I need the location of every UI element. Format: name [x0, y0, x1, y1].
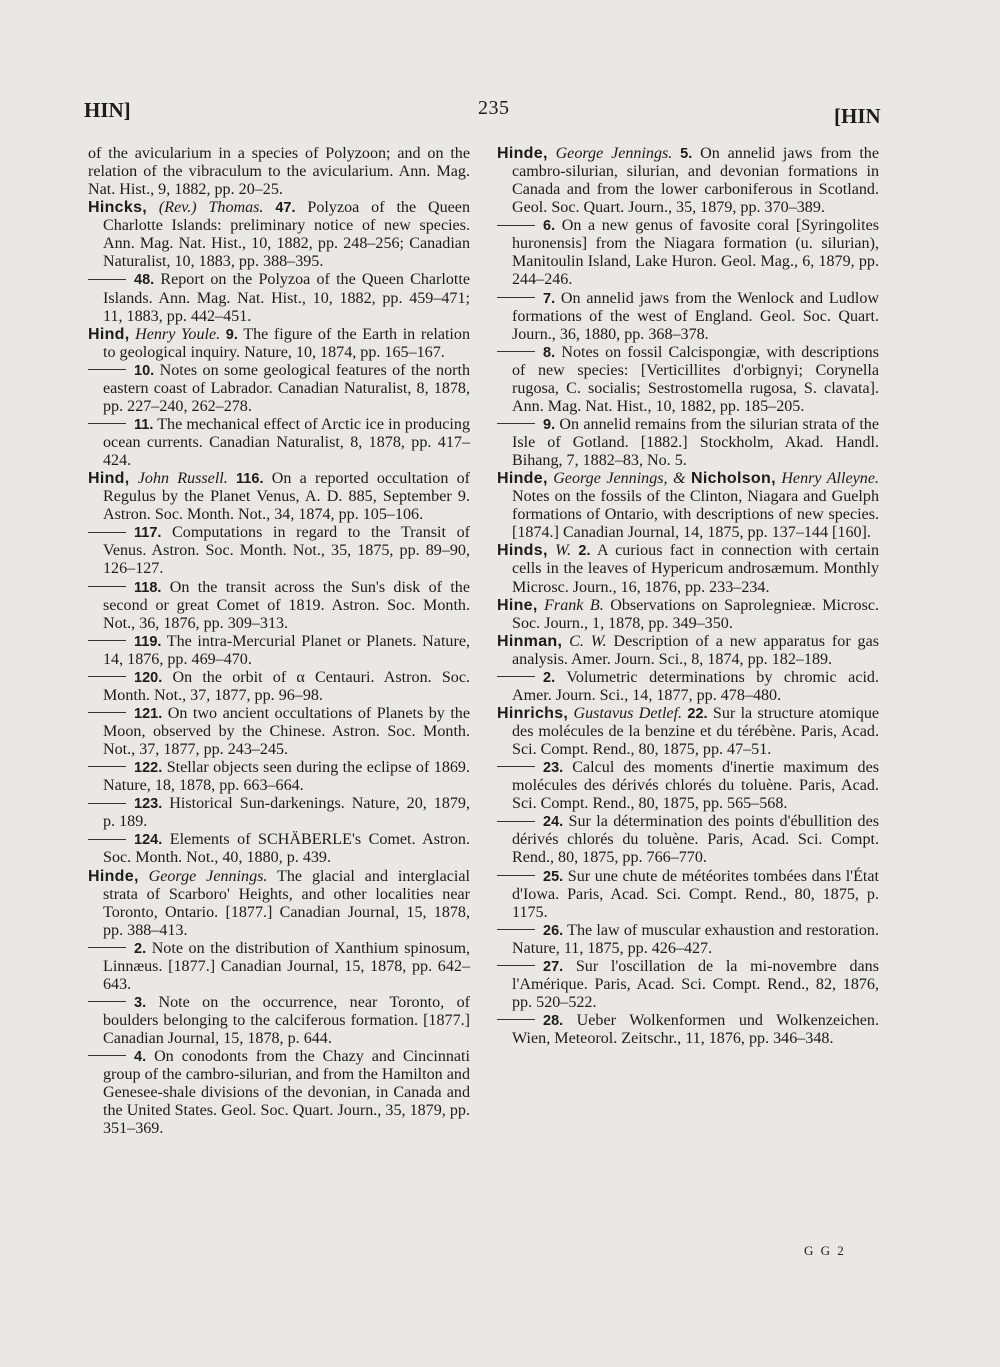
entry-number: 6.: [543, 218, 556, 235]
entry-text: Computations in regard to the Transit of Venus. Astron. Soc. Month. Not., 35, 1875, pp. 89–90, 126–127.: [103, 524, 470, 578]
entry-text: On annelid jaws from the Wenlock and Ludlow formations of the west of England. Geol. Soc. Quart. Journ., 36, 1880, pp. 368–378.: [512, 289, 879, 343]
entry-number: 2.: [134, 940, 147, 957]
bibliography-entry: [497, 542, 879, 596]
entry-number: 11.: [134, 416, 154, 433]
ditto-dash: [497, 965, 535, 966]
right-column: [497, 145, 879, 1048]
entry-text: Historical Sun-darkenings. Nature, 20, 1879, p. 189.: [103, 795, 470, 831]
bibliography-entry: [88, 1048, 470, 1138]
signature-mark: G G 2: [804, 1243, 846, 1258]
ditto-dash: [88, 279, 126, 280]
author-forename: George Jennings.: [555, 145, 673, 162]
bibliography-entry: [88, 795, 470, 831]
ditto-dash: [88, 1055, 126, 1056]
bibliography-entry: [497, 1012, 879, 1048]
bibliography-entry: [88, 705, 470, 759]
entry-text: Observations on Saprolegnieæ. Microsc. Soc. Journ., 1, 1878, pp. 349–350.: [512, 596, 879, 632]
bibliography-entry: [88, 994, 470, 1048]
entry-text: Report on the Polyzoa of the Queen Charlotte Islands. Ann. Mag. Nat. Hist., 10, 1882, pp. 459–471; 11, 1883, pp. 442–451.: [103, 271, 470, 325]
entry-text: On two ancient occultations of Planets by the Moon, observed by the Chinese. Astron. Soc. Month. Not., 37, 1877, pp. 243–245.: [103, 704, 470, 759]
author-surname: Hinrichs,: [497, 704, 569, 722]
entry-text: Notes on the fossils of the Clinton, Niagara and Guelph formations of Ontario, with descriptions of new species. [1874.] Canadian Journal, 14, 1875, pp. 137–144 [160].: [512, 488, 879, 542]
entry-number: 120.: [134, 669, 163, 686]
entry-number: 118.: [134, 579, 162, 596]
entry-text: On a new genus of favosite coral [Syringolites huronensis] from the Niagara formation (u. silurian), Manitoulin Island, Lake Huron. Geol. Mag., 6, 1879, pp. 244–246.: [512, 217, 879, 289]
ditto-dash: [497, 766, 535, 767]
ditto-dash: [88, 947, 126, 948]
bibliography-entry: [497, 759, 879, 813]
author-surname: Hinman,: [497, 632, 563, 650]
entry-text: On annelid remains from the silurian strata of the Isle of Gotland. [1882.] Stockholm, Akad. Handl. Bihang, 7, 1882–83, No. 5.: [512, 415, 879, 470]
ditto-dash: [497, 821, 535, 822]
entry-number: 23.: [543, 760, 564, 777]
entry-text: The mechanical effect of Arctic ice in producing ocean currents. Canadian Naturalist, 8, 1878, pp. 417–424.: [103, 415, 470, 470]
entry-number: 47.: [275, 200, 296, 217]
entry-number: 124.: [134, 832, 163, 849]
bibliography-entry: [497, 217, 879, 289]
ditto-dash: [88, 839, 126, 840]
entry-text: Sur la détermination des points d'ébullition des dérivés chlorés du toluène. Paris, Acad. Sci. Compt. Rend., 80, 1875, pp. 766–770.: [512, 813, 879, 867]
entry-text: The glacial and interglacial strata of Scarboro' Heights, and other localities near Toronto, Ontario. [1877.] Canadian Journal, 15, 1878, pp. 388–413.: [103, 867, 470, 939]
entry-number: 121.: [134, 705, 163, 722]
bibliography-entry: [88, 362, 470, 416]
ditto-dash: [497, 929, 535, 930]
author-forename: (Rev.) Thomas.: [158, 199, 264, 217]
bibliography-entry: [88, 271, 470, 325]
ditto-dash: [88, 1001, 126, 1002]
entry-text: Sur la structure atomique des molécules de la benzine et du térébène. Paris, Acad. Sci. Compt. Rend., 80, 1875, pp. 47–51.: [512, 704, 880, 759]
ditto-dash: [497, 676, 535, 677]
entry-text: Note on the occurrence, near Toronto, of boulders belonging to the calciferous formation. [1877.] Canadian Journal, 15, 1878, p. 644.: [103, 993, 470, 1048]
bibliography-entry: [88, 759, 470, 795]
bibliography-entry: [497, 813, 879, 867]
entry-text: Ueber Wolkenformen und Wolkenzeichen. Wien, Meteorol. Zeitschr., 11, 1876, pp. 346–348.: [512, 1012, 879, 1048]
author-forename: W.: [555, 542, 572, 560]
entry-text: Polyzoa of the Queen Charlotte Islands: preliminary notice of new species. Ann. Mag. Nat. Hist., 10, 1882, pp. 248–256; Canadian Naturalist, 10, 1883, pp. 388–395.: [103, 199, 470, 271]
running-head-left: HIN]: [84, 98, 131, 122]
author-forename: Frank B.: [544, 596, 604, 614]
bibliography-entry: [88, 579, 470, 633]
entry-number: 7.: [543, 290, 556, 307]
ditto-dash: [497, 351, 535, 352]
author-surname: Hind,: [88, 470, 130, 488]
ditto-dash: [88, 423, 126, 424]
entry-number: 123.: [134, 796, 163, 813]
running-head-right: [HIN: [834, 104, 881, 128]
ditto-dash: [88, 766, 126, 767]
coauthor-surname: Nicholson,: [691, 470, 776, 488]
entry-number: 24.: [543, 814, 564, 831]
entry-text: On the transit across the Sun's disk of the second or great Comet of 1819. Astron. Soc. Month. Not., 36, 1876, pp. 309–313.: [103, 578, 470, 632]
entry-number: 27.: [543, 958, 564, 975]
entry-text: Stellar objects seen during the eclipse of 1869. Nature, 18, 1878, pp. 663–664.: [103, 759, 470, 795]
entry-number: 28.: [543, 1013, 564, 1029]
entry-text: On conodonts from the Chazy and Cincinnati group of the cambro-silurian, and from the Hamilton and Genesee-shale divisions of the devonian, in Canada and the United States. Geol. Soc. Quart. Journ., 35, 1879, pp. 351–369.: [103, 1048, 470, 1138]
entry-number: 4.: [134, 1049, 147, 1066]
entry-text: A curious fact in connection with certain cells in the leaves of Hypericum androsæmum. Monthly Microsc. Journ., 16, 1876, pp. 233–234.: [512, 542, 879, 596]
ditto-dash: [497, 875, 535, 876]
ditto-dash: [497, 1019, 535, 1020]
entry-text: Sur une chute de météorites tombées dans l'État d'Iowa. Paris, Acad. Sci. Compt. Rend., 80, 1875, p. 1175.: [512, 867, 879, 921]
entry-text: On a reported occultation of Regulus by the Planet Venus, A. D. 885, September 9. Astron. Soc. Month. Not., 34, 1874, pp. 105–106.: [103, 470, 471, 524]
left-column: [88, 145, 470, 1138]
entry-text: The law of muscular exhaustion and restoration. Nature, 11, 1875, pp. 426–427.: [512, 921, 880, 957]
bibliography-entry: [88, 868, 470, 940]
author-forename: John Russell.: [137, 470, 228, 488]
entry-continuation: of the avicularium in a species of Polyzoon; and on the relation of the vibraculum to the avicularium. Ann. Mag. Nat. Hist., 9, 1882, pp. 20–25.: [88, 145, 470, 199]
bibliography-entry: [88, 633, 470, 669]
bibliography-entry: [497, 633, 879, 669]
bibliography-entry: [497, 416, 879, 470]
ditto-dash: [88, 369, 126, 370]
author-forename: Henry Youle.: [135, 325, 221, 343]
bibliography-entry: [497, 922, 879, 958]
entry-number: 2.: [578, 543, 591, 560]
bibliography-entry: [497, 868, 879, 922]
bibliography-entry: [497, 145, 879, 217]
entry-number: 9.: [225, 326, 238, 343]
bibliography-entry: [88, 416, 470, 470]
entry-text: The figure of the Earth in relation to geological inquiry. Nature, 10, 1874, pp. 165–167.: [103, 325, 470, 361]
ditto-dash: [88, 586, 126, 587]
bibliography-entry: [88, 524, 470, 578]
ditto-dash: [497, 297, 535, 298]
entry-text: Description of a new apparatus for gas analysis. Amer. Journ. Sci., 8, 1874, pp. 182–189.: [512, 632, 879, 668]
bibliography-entry: [497, 597, 879, 633]
bibliography-entry: [497, 958, 879, 1012]
entry-text: Volumetric determinations by chromic acid. Amer. Journ. Sci., 14, 1877, pp. 478–480.: [512, 668, 880, 704]
ditto-dash: [88, 532, 126, 533]
bibliography-entry: [88, 669, 470, 705]
bibliography-entry: [497, 290, 879, 344]
entry-number: 116.: [236, 471, 264, 488]
entry-number: 122.: [134, 760, 163, 777]
author-forename: George Jennings.: [148, 867, 268, 885]
author-surname: Hind,: [88, 325, 130, 343]
entry-text: Notes on some geological features of the north eastern coast of Labrador. Canadian Naturalist, 8, 1878, pp. 227–240, 262–278.: [103, 361, 470, 415]
entry-number: 26.: [543, 922, 564, 939]
entry-number: 48.: [134, 272, 155, 289]
ditto-dash: [88, 803, 126, 804]
author-forename: George Jennings, &: [553, 470, 686, 488]
ditto-dash: [497, 423, 535, 424]
page-number: 235: [478, 97, 510, 119]
ditto-dash: [88, 712, 126, 713]
ditto-dash: [497, 225, 535, 226]
bibliography-entry: [497, 705, 879, 759]
bibliography-entry: [88, 199, 470, 271]
ditto-dash: [88, 640, 126, 641]
entry-number: 8.: [543, 344, 556, 361]
author-surname: Hinde,: [497, 470, 548, 488]
bibliography-entry: [497, 344, 879, 416]
entry-text: Elements of SCHÄBERLE's Comet. Astron. Soc. Month. Not., 40, 1880, p. 439.: [103, 831, 470, 867]
entry-text: Notes on fossil Calcispongiæ, with descriptions of new species: [Verticillites d'orbignyi; Corynella rugosa, C. socialis; Sestrostomella rugosa, S. clavata]. Ann. Mag. Nat. Hist., 10, 1882, pp. 185–205.: [512, 343, 879, 415]
coauthor-forename: Henry Alleyne.: [781, 470, 879, 488]
author-forename: Gustavus Detlef.: [573, 704, 683, 722]
entry-number: 22.: [687, 705, 708, 722]
entry-number: 25.: [543, 868, 564, 885]
entry-text: On annelid jaws from the cambro-silurian, silurian, and devonian formations in Canada and from the lower carboniferous in Scotland. Geol. Soc. Quart. Journ., 35, 1879, pp. 370–389.: [512, 145, 879, 217]
entry-number: 3.: [134, 994, 147, 1011]
author-surname: Hincks,: [88, 199, 148, 217]
author-surname: Hinde,: [88, 867, 139, 885]
bibliography-entry: [497, 470, 879, 542]
author-surname: Hinds,: [497, 542, 548, 560]
entry-text: Calcul des moments d'inertie maximum des molécules des dérivés chlorés du toluène. Paris, Acad. Sci. Compt. Rend., 80, 1875, pp. 565–568.: [512, 759, 880, 813]
entry-text: Note on the distribution of Xanthium spinosum, Linnæus. [1877.] Canadian Journal, 15, 1878, pp. 642–643.: [103, 939, 470, 993]
entry-text: Sur l'oscillation de la mi-novembre dans l'Amérique. Paris, Acad. Sci. Compt. Rend., 82, 1876, pp. 520–522.: [512, 957, 879, 1011]
entry-text: On the orbit of α Centauri. Astron. Soc. Month. Not., 37, 1877, pp. 96–98.: [103, 668, 471, 704]
author-forename: C. W.: [569, 632, 607, 650]
entry-text: The intra-Mercurial Planet or Planets. Nature, 14, 1876, pp. 469–470.: [103, 632, 470, 668]
entry-number: 5.: [680, 146, 693, 162]
entry-number: 119.: [134, 633, 162, 650]
bibliography-entry: [497, 669, 879, 705]
bibliography-entry: [88, 940, 470, 994]
bibliography-entry: [88, 831, 470, 867]
entry-number: 9.: [543, 416, 556, 433]
entry-number: 2.: [543, 669, 556, 686]
bibliography-entry: [88, 326, 470, 362]
entry-number: 10.: [134, 362, 155, 379]
ditto-dash: [88, 676, 126, 677]
author-surname: Hinde,: [497, 145, 548, 162]
author-surname: Hine,: [497, 596, 538, 614]
bibliography-entry: [88, 470, 470, 524]
entry-number: 117.: [134, 525, 162, 542]
